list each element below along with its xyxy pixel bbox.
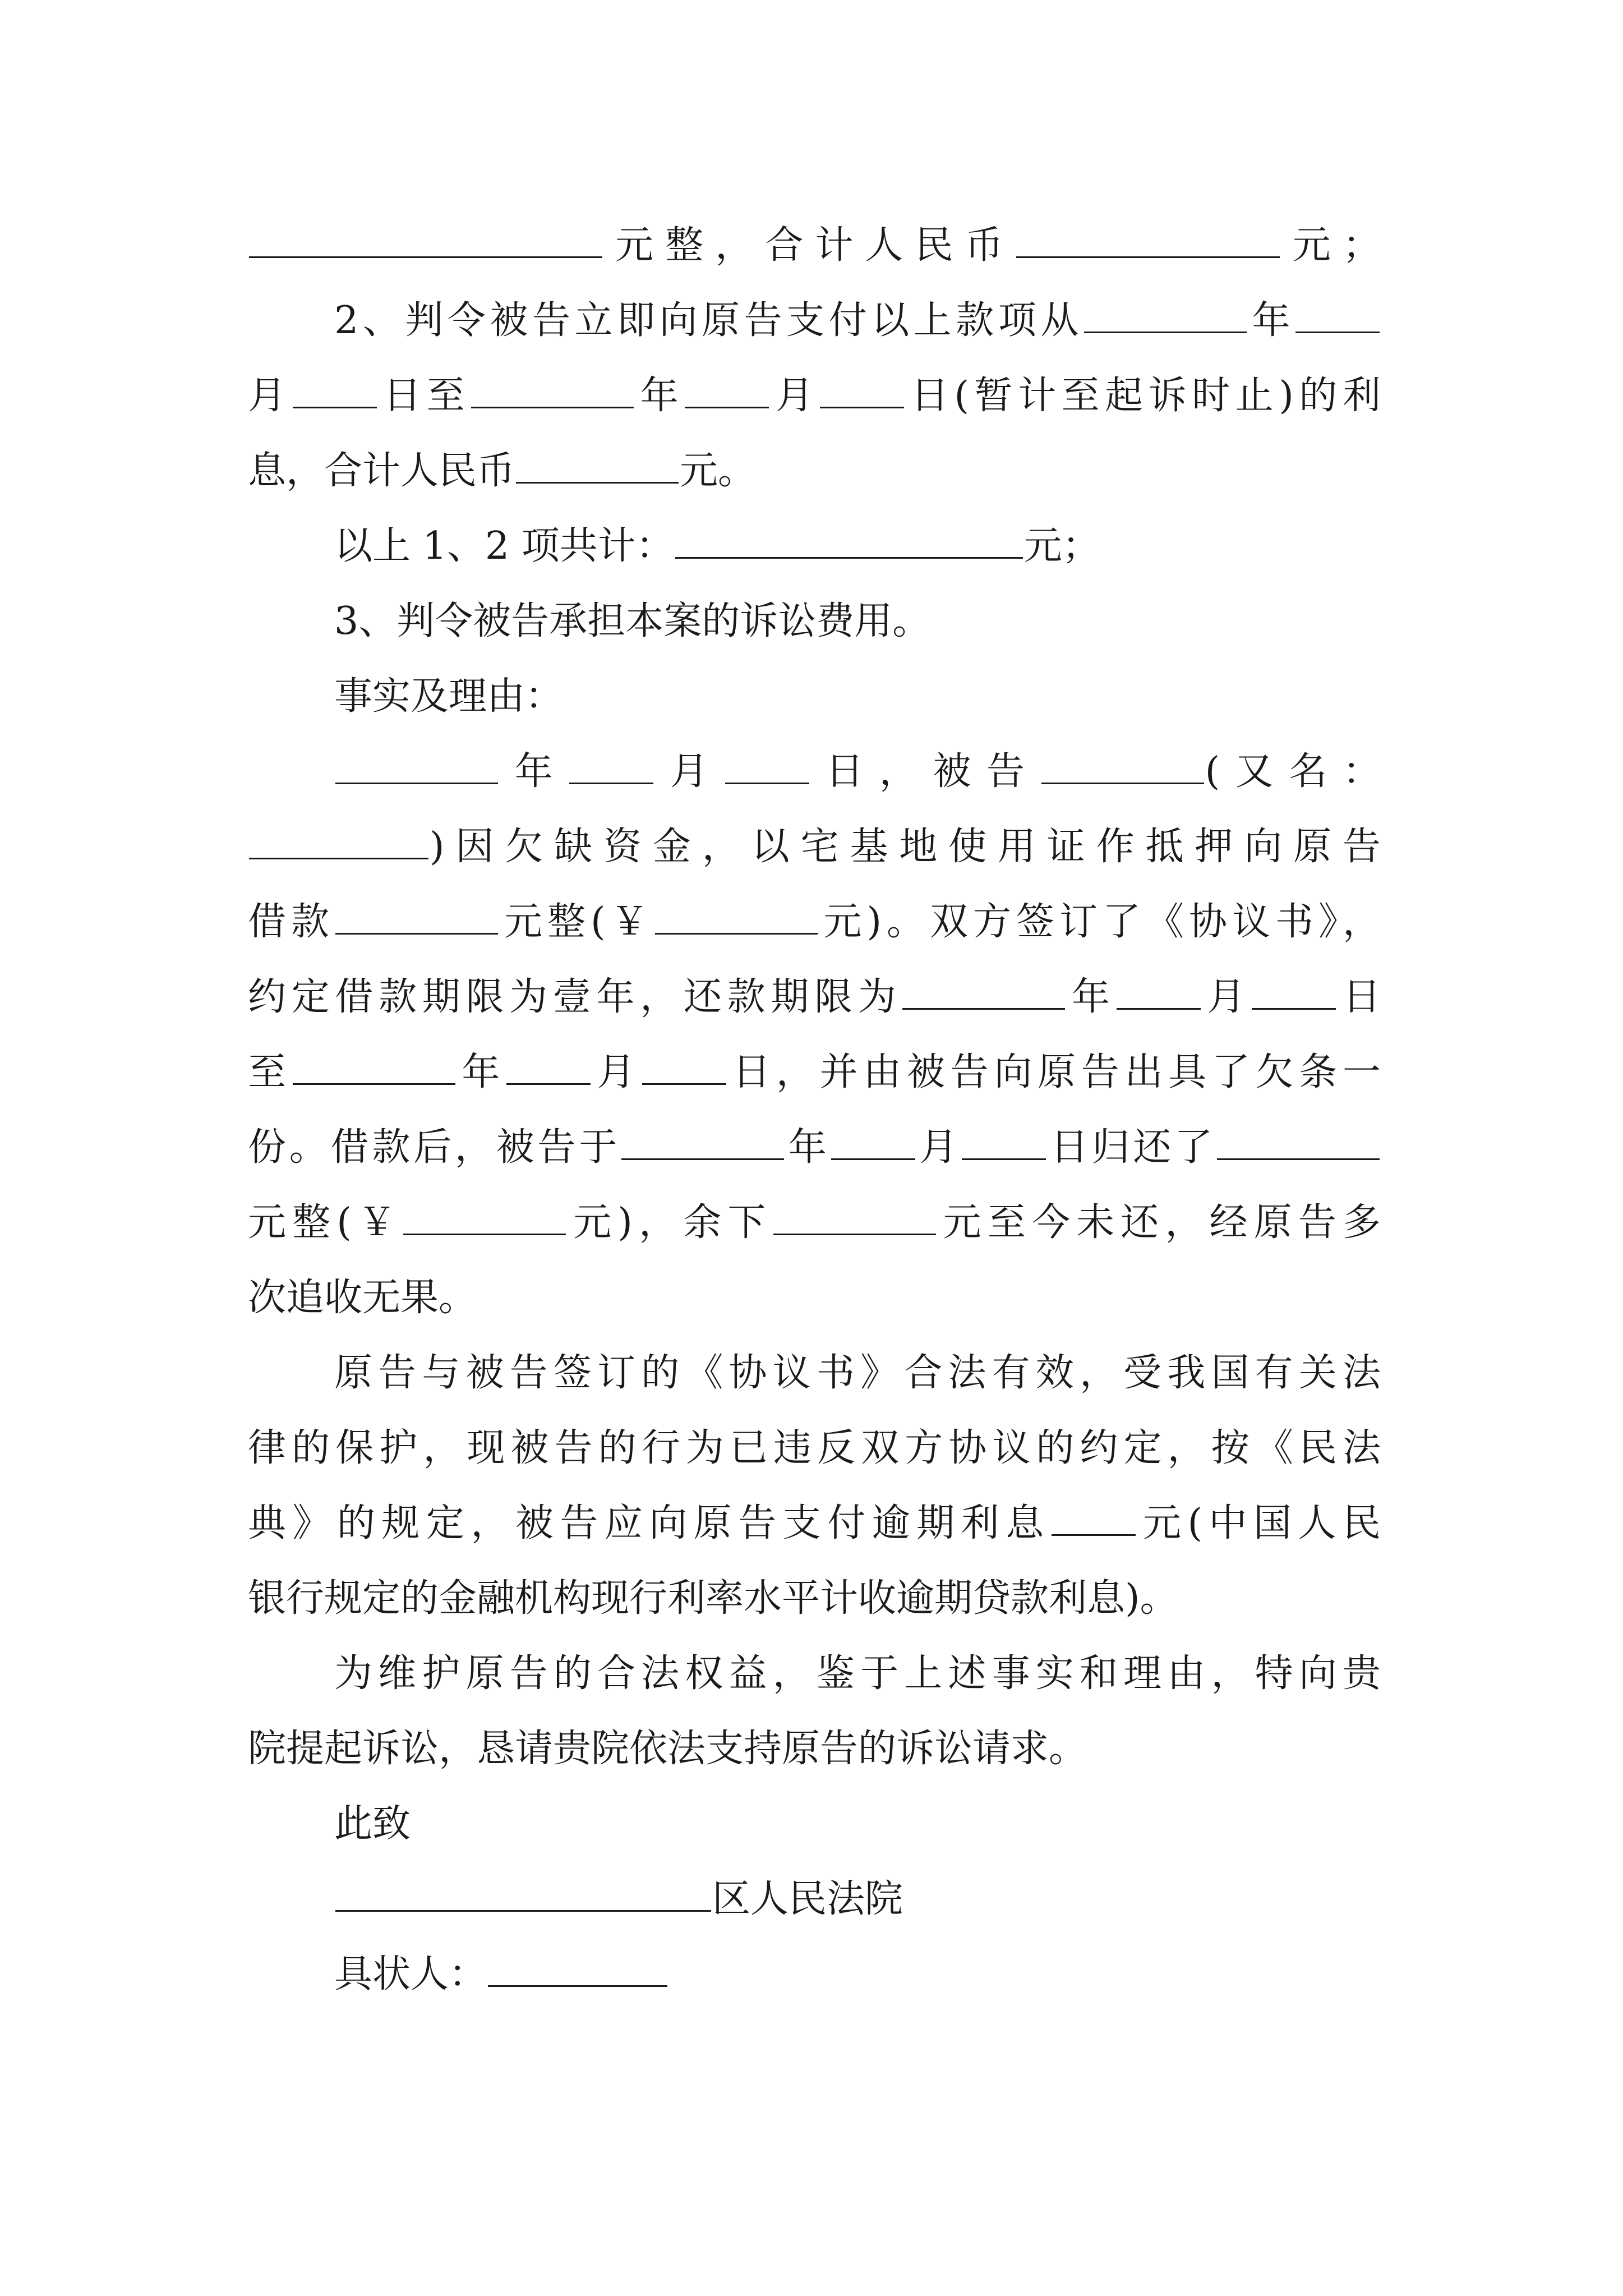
court-name-blank[interactable]	[335, 1873, 711, 1912]
text-segment: 院提起诉讼，恳请贵院依法支持原告的诉讼请求。	[248, 1727, 1087, 1771]
text-segment: 份。借款后，被告于	[248, 1125, 620, 1170]
text-segment: 日至	[377, 374, 471, 418]
text-line	[248, 1042, 1381, 1103]
text-line	[334, 591, 1381, 652]
text-segment: 息，合计人民币	[248, 449, 515, 493]
fill-blank[interactable]	[293, 370, 377, 408]
text-line	[248, 1718, 1381, 1780]
text-line	[248, 816, 1381, 878]
text-segment: 元)，余下	[567, 1200, 772, 1245]
signature-blank[interactable]	[488, 1948, 667, 1987]
text-line	[248, 1568, 1381, 1630]
fill-blank[interactable]	[655, 896, 818, 935]
text-segment: 日	[1337, 975, 1381, 1019]
text-segment: 律的保护，现被告的行为已违反双方协议的约定，按《民法	[248, 1426, 1381, 1470]
court-suffix: 区人民法院	[712, 1877, 903, 1921]
fill-blank[interactable]	[725, 746, 809, 784]
fill-blank[interactable]	[962, 1121, 1046, 1160]
text-line	[334, 516, 1381, 577]
text-segment: 3、判令被告承担本案的诉讼费用。	[334, 599, 931, 643]
text-segment: 月	[592, 1050, 641, 1094]
text-segment: 次追收无果。	[248, 1276, 477, 1320]
text-line	[334, 1643, 1381, 1705]
fill-blank[interactable]	[820, 370, 904, 408]
fill-blank[interactable]	[1117, 971, 1201, 1010]
text-segment: 年	[785, 1125, 830, 1170]
text-segment: 日(暂计至起诉时止)的利	[905, 374, 1381, 418]
text-line	[248, 1117, 1381, 1179]
text-line	[248, 1418, 1381, 1479]
fill-blank[interactable]	[335, 896, 498, 935]
text-segment: 日，被告	[810, 749, 1040, 794]
text-segment: 以上 1、2 项共计：	[334, 524, 674, 568]
fill-blank[interactable]	[773, 1197, 936, 1235]
text-segment: 2、判令被告立即向原告支付以上款项从	[334, 298, 1083, 343]
fill-blank[interactable]	[1217, 1121, 1380, 1160]
closing-salutation: 此致	[334, 1802, 411, 1846]
text-segment: 至	[248, 1050, 292, 1094]
text-line	[248, 1493, 1381, 1554]
text-segment: 月	[770, 374, 819, 418]
fill-blank[interactable]	[516, 445, 679, 484]
fill-blank[interactable]	[335, 746, 498, 784]
fill-blank[interactable]	[506, 1046, 591, 1085]
fill-blank[interactable]	[1295, 295, 1380, 333]
text-segment: 年	[1247, 298, 1294, 343]
text-segment: 借款	[248, 900, 334, 944]
text-segment: 为维护原告的合法权益，鉴于上述事实和理由，特向贵	[334, 1651, 1381, 1696]
text-line	[334, 1793, 1381, 1855]
fill-blank[interactable]	[569, 746, 653, 784]
text-segment: 月	[654, 749, 724, 794]
text-segment: 约定借款期限为壹年，还款期限为	[248, 975, 902, 1019]
fill-blank[interactable]	[1084, 295, 1247, 333]
text-segment: 元)。双方签订了《协议书》，	[818, 900, 1381, 944]
text-segment: 元；	[1023, 524, 1100, 568]
text-segment: 元；	[1280, 223, 1381, 268]
text-line	[248, 365, 1381, 427]
text-segment: 典》的规定，被告应向原告支付逾期利息	[248, 1501, 1050, 1545]
text-segment: 年	[1066, 975, 1115, 1019]
text-segment: 月	[248, 374, 292, 418]
fill-blank[interactable]	[685, 370, 769, 408]
text-segment: 日归还了	[1047, 1125, 1216, 1170]
fill-blank[interactable]	[642, 1046, 726, 1085]
text-line	[334, 1342, 1381, 1404]
text-line	[334, 1944, 1381, 2005]
text-line	[248, 440, 1381, 502]
text-line	[248, 891, 1381, 953]
text-segment: 元至今未还，经原告多	[937, 1200, 1381, 1245]
text-line	[334, 741, 1381, 803]
text-segment: (又名：	[1205, 749, 1381, 794]
fill-blank[interactable]	[1052, 1497, 1136, 1536]
text-line	[248, 1192, 1381, 1254]
text-line	[334, 666, 1381, 728]
text-line	[248, 215, 1381, 277]
fill-blank[interactable]	[675, 520, 1023, 559]
text-line	[248, 967, 1381, 1028]
text-line	[334, 1869, 1381, 1930]
fill-blank[interactable]	[403, 1197, 566, 1235]
fill-blank[interactable]	[471, 370, 634, 408]
text-segment: 元整，合计人民币	[603, 223, 1015, 268]
text-segment: 原告与被告签订的《协议书》合法有效，受我国有关法	[334, 1351, 1381, 1395]
text-segment: 月	[1201, 975, 1251, 1019]
fill-blank[interactable]	[293, 1046, 455, 1085]
text-line	[248, 1267, 1381, 1329]
fill-blank[interactable]	[1041, 746, 1204, 784]
text-segment: 年	[635, 374, 684, 418]
text-segment: )因欠缺资金，以宅基地使用证作抵押向原告	[430, 825, 1381, 869]
fill-blank[interactable]	[249, 219, 602, 258]
fill-blank[interactable]	[831, 1121, 915, 1160]
text-segment: 元(中国人民	[1136, 1501, 1381, 1545]
fill-blank[interactable]	[249, 821, 428, 859]
fill-blank[interactable]	[902, 971, 1065, 1010]
fill-blank[interactable]	[1016, 219, 1280, 258]
text-segment: 元整(￥	[499, 900, 654, 944]
text-line	[334, 290, 1381, 352]
text-segment: 月	[916, 1125, 961, 1170]
text-segment: 事实及理由：	[334, 674, 564, 719]
text-segment: 日，并由被告向原告出具了欠条一	[727, 1050, 1381, 1094]
text-segment: 年	[456, 1050, 506, 1094]
fill-blank[interactable]	[621, 1121, 784, 1160]
fill-blank[interactable]	[1252, 971, 1336, 1010]
text-segment: 元整(￥	[248, 1200, 403, 1245]
signature-label: 具状人：	[334, 1952, 487, 1996]
text-segment: 年	[499, 749, 569, 794]
text-segment: 元。	[680, 449, 757, 493]
text-segment: 银行规定的金融机构现行利率水平计收逾期贷款利息)。	[248, 1576, 1178, 1621]
